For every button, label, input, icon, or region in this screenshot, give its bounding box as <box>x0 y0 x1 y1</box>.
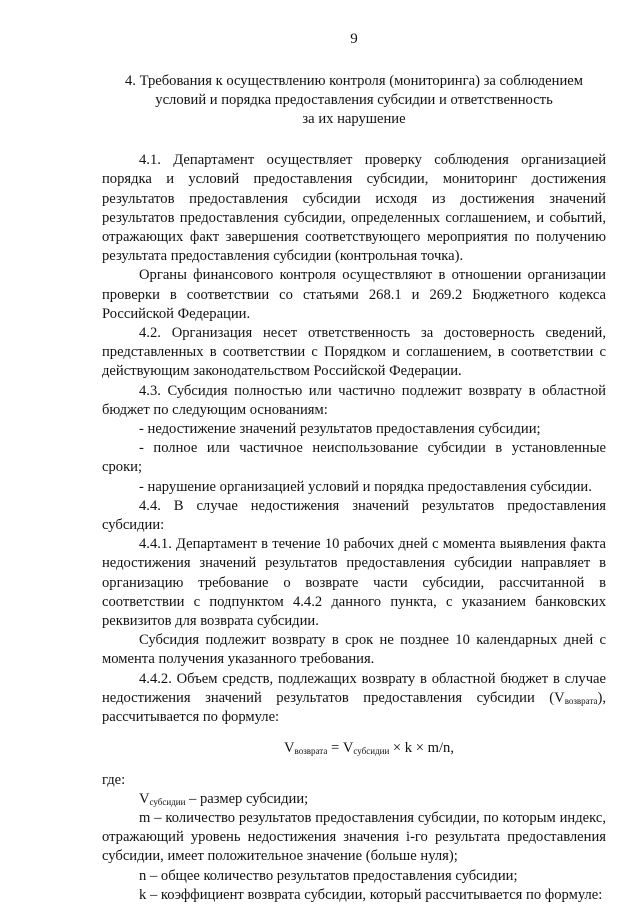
definition-v-symbol: V <box>139 790 150 807</box>
paragraph-4-4-2-subscript: возврата <box>564 695 598 706</box>
list-item-violation: - нарушение организацией условий и порядка предоставления субсидии. <box>139 478 592 495</box>
definition-k: k – коэффициент возврата субсидии, который рассчитывается по формуле: <box>139 886 603 903</box>
formula-equals: = V <box>327 740 354 757</box>
where-label: где: <box>102 771 126 788</box>
formula-lhs-subscript: возврата <box>294 746 328 757</box>
paragraph-4-4-2 <box>102 670 606 728</box>
definition-v-text: – размер субсидии; <box>185 790 309 807</box>
section-title-line-3: за их нарушение <box>302 111 406 128</box>
paragraph-4-4: 4.4. В случае недостижения значений результатов предоставления субсидии: <box>102 497 606 534</box>
document-page <box>102 30 606 905</box>
definition-v-subsidy <box>102 790 606 809</box>
list-item-non-achievement: - недостижение значений результатов предоставления субсидии; <box>139 421 541 438</box>
paragraph-4-4-2-tail: ), рассчитывается по формуле: <box>102 689 606 726</box>
paragraph-4-2: 4.2. Организация несет ответственность за достоверность сведений, представленных в соответствии с Порядком и соглашением, в соответствии с действующим законодательством Российской Федерации. <box>102 325 606 380</box>
definition-n: n – общее количество результатов предоставления субсидии; <box>139 867 518 884</box>
formula-return-amount <box>102 739 606 758</box>
formula-rhs-subscript: субсидии <box>353 746 390 757</box>
paragraph-4-4-1: 4.4.1. Департамент в течение 10 рабочих дней с момента выявления факта недостижения значений результатов предоставления субсидии направляет в организацию требование о возврате части субсидии, рассчитанной в соответствии с подпунктом 4.4.2 данного пункта, с указанием банковских реквизитов для возврата субсидии. <box>102 536 606 630</box>
paragraph-4-1: 4.1. Департамент осуществляет проверку соблюдения организацией порядка и условий предоставления субсидии, мониторинг достижения результатов предоставления субсидии исходя из достижения значений результатов предоставления субсидии, определенных соглашением, и событий, отражающих факт завершения соответствующего мероприятия по получению результата предоставления субсидии (контрольная точка). <box>102 152 606 265</box>
section-title-line-2: условий и порядка предоставления субсидии и ответственность <box>155 92 553 109</box>
paragraph-4-4-1-deadline: Субсидия подлежит возврату в срок не позднее 10 календарных дней с момента получения указанного требования. <box>102 632 606 668</box>
page-number: 9 <box>350 31 358 47</box>
formula-lhs: V <box>284 740 295 757</box>
paragraph-4-4-2-text: 4.4.2. Объем средств, подлежащих возврату в областной бюджет в случае недостижения значений результатов предоставления субсидии (V <box>102 670 606 706</box>
section-title <box>102 72 606 129</box>
paragraph-4-1-financial-control: Органы финансового контроля осуществляют в отношении организации проверки в соответствии со статьями 268.1 и 269.2 Бюджетного кодекса Российской Федерации. <box>102 267 606 322</box>
section-title-line-1: 4. Требования к осуществлению контроля (мониторинга) за соблюдением <box>125 73 583 90</box>
formula-rest: × k × m/n, <box>389 740 454 757</box>
definition-m: m – количество результатов предоставления субсидии, по которым индекс, отражающий уровень недостижения значения i-го результата предоставления субсидии, имеет положительное значение (больше нуля); <box>102 809 606 865</box>
paragraph-4-3: 4.3. Субсидия полностью или частично подлежит возврату в областной бюджет по следующим основаниям: <box>102 382 606 418</box>
definition-v-subscript: субсидии <box>149 796 186 807</box>
list-item-non-use: - полное или частичное неиспользование субсидии в установленные сроки; <box>102 440 606 476</box>
